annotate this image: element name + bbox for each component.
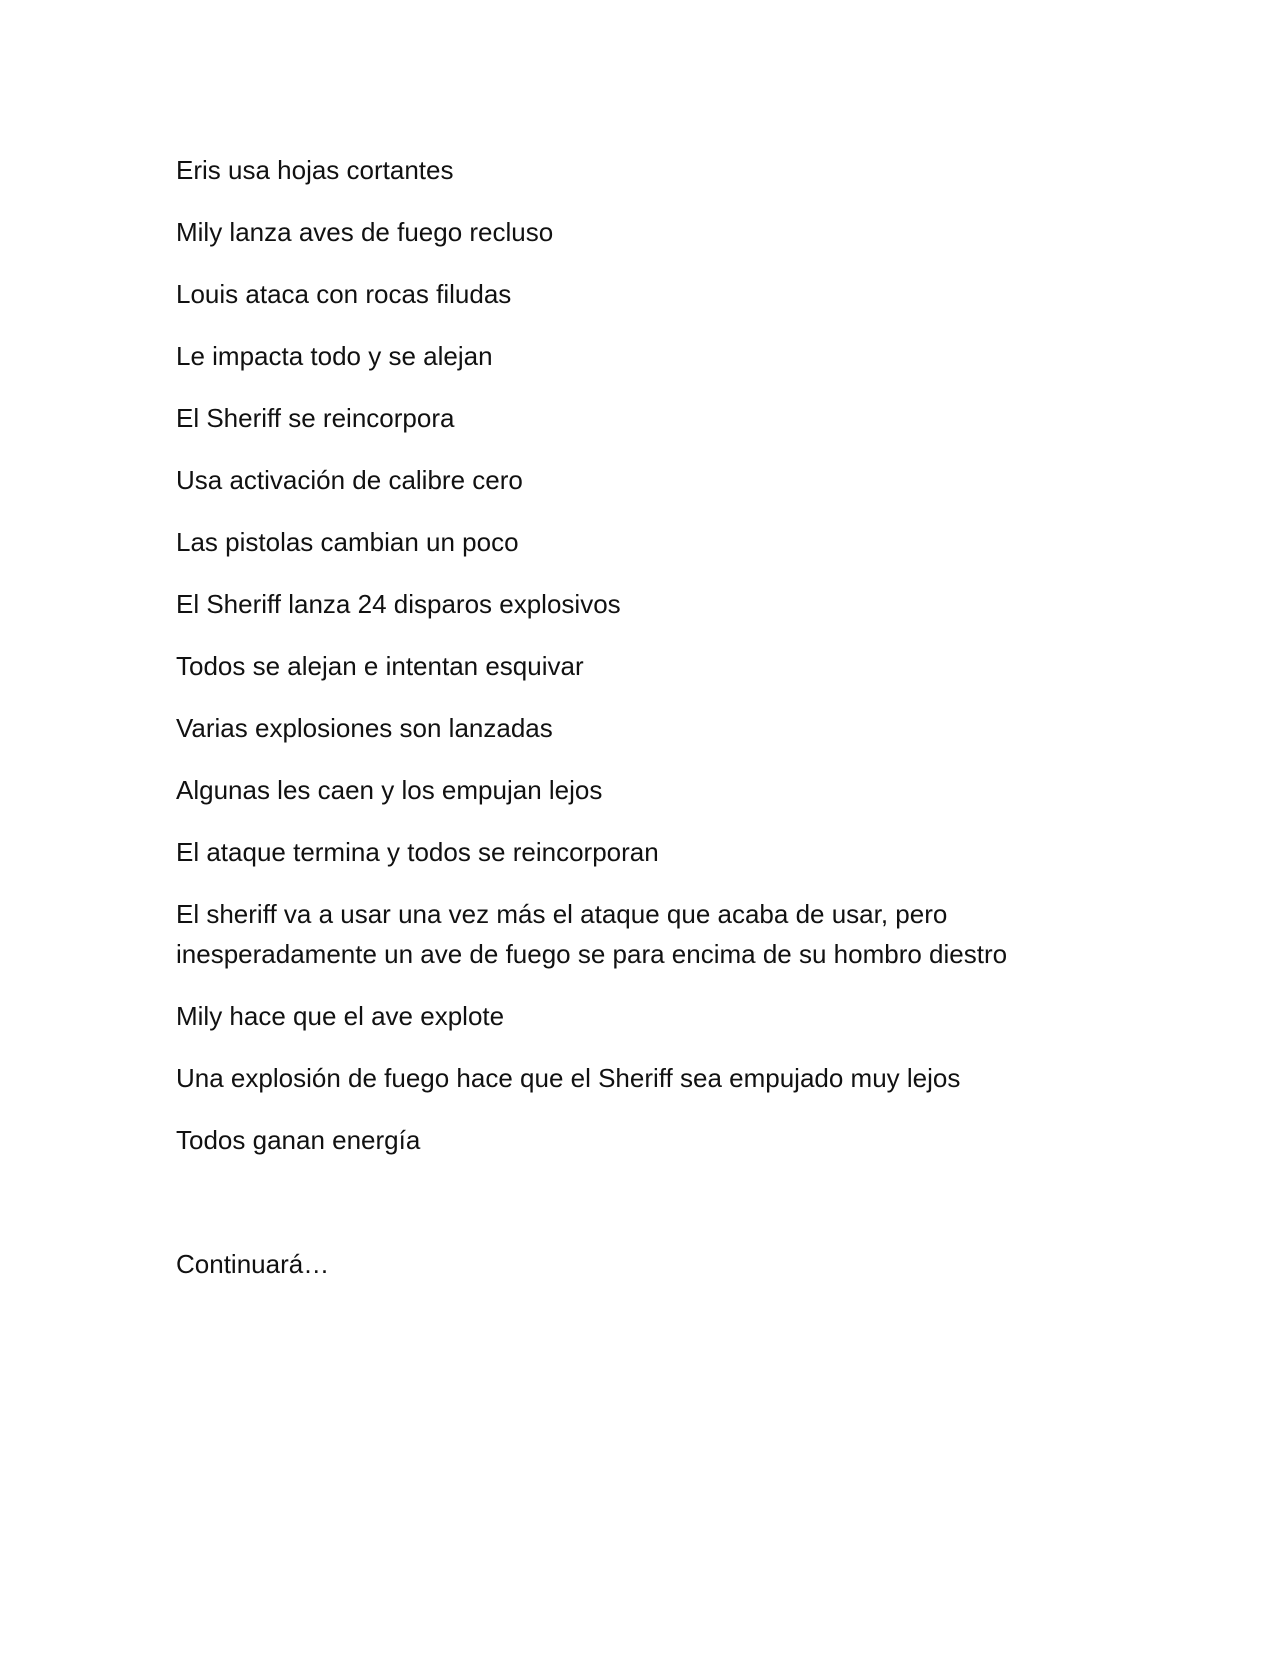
paragraph: El Sheriff se reincorpora	[176, 403, 455, 433]
paragraph: Todos se alejan e intentan esquivar	[176, 651, 584, 681]
paragraph: Las pistolas cambian un poco	[176, 527, 519, 557]
paragraph: El Sheriff lanza 24 disparos explosivos	[176, 589, 621, 619]
paragraph: Mily lanza aves de fuego recluso	[176, 217, 554, 247]
document-body	[176, 150, 1076, 1306]
paragraph: Mily hace que el ave explote	[176, 1001, 505, 1031]
paragraph: El ataque termina y todos se reincorporan	[176, 837, 659, 867]
paragraph: Todos ganan energía	[176, 1125, 421, 1155]
paragraph: Algunas les caen y los empujan lejos	[176, 775, 603, 805]
paragraph: Le impacta todo y se alejan	[176, 341, 493, 371]
paragraph: Louis ataca con rocas filudas	[176, 279, 512, 309]
blank-line	[176, 1182, 1076, 1244]
paragraph: Varias explosiones son lanzadas	[176, 713, 553, 743]
paragraph: Una explosión de fuego hace que el Sheriff sea empujado muy lejos	[176, 1063, 961, 1093]
paragraph: Eris usa hojas cortantes	[176, 155, 454, 185]
paragraph: Usa activación de calibre cero	[176, 465, 523, 495]
paragraph: El sheriff va a usar una vez más el ataque que acaba de usar, pero inesperadamente un ave de fuego se para encima de su hombro diestro	[176, 899, 1008, 969]
closing-line: Continuará…	[176, 1249, 330, 1279]
